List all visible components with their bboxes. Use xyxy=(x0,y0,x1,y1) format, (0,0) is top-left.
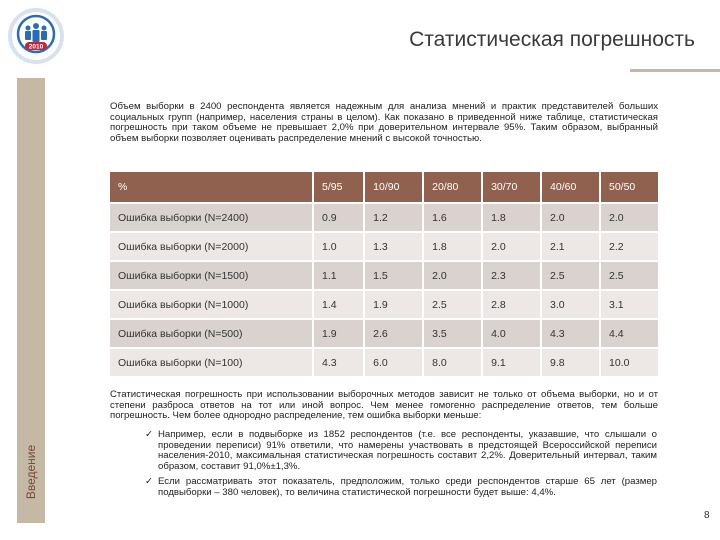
value-cell: 2.5 xyxy=(423,290,482,319)
checkmark-icon: ✓ xyxy=(145,429,154,440)
row-label-cell: Ошибка выборки (N=1000) xyxy=(110,290,313,319)
value-cell: 4.3 xyxy=(313,348,364,377)
value-cell: 4.3 xyxy=(541,319,600,348)
value-cell: 2.2 xyxy=(600,232,659,261)
header-cell: 40/60 xyxy=(541,172,600,203)
header-cell: 5/95 xyxy=(313,172,364,203)
value-cell: 1.9 xyxy=(364,290,423,319)
value-cell: 1.3 xyxy=(364,232,423,261)
value-cell: 10.0 xyxy=(600,348,659,377)
bullet-text: Если рассматривать этот показатель, предположим, только среди респондентов старше 65 лет (размер подвыборки – 380 человек), то величина статистической погрешности будет выше: 4,4%. xyxy=(158,476,657,498)
row-label-cell: Ошибка выборки (N=1500) xyxy=(110,261,313,290)
title-divider xyxy=(630,69,720,72)
row-label-cell: Ошибка выборки (N=2000) xyxy=(110,232,313,261)
value-cell: 2.0 xyxy=(600,203,659,232)
value-cell: 2.8 xyxy=(482,290,541,319)
row-label-cell: Ошибка выборки (N=100) xyxy=(110,348,313,377)
value-cell: 1.2 xyxy=(364,203,423,232)
header-cell: 10/90 xyxy=(364,172,423,203)
header-cell: 50/50 xyxy=(600,172,659,203)
value-cell: 3.1 xyxy=(600,290,659,319)
value-cell: 3.0 xyxy=(541,290,600,319)
svg-text:2010: 2010 xyxy=(28,43,44,51)
header-cell: 20/80 xyxy=(423,172,482,203)
value-cell: 2.0 xyxy=(423,261,482,290)
table-row xyxy=(110,232,659,261)
value-cell: 2.0 xyxy=(541,203,600,232)
row-label-cell: Ошибка выборки (N=2400) xyxy=(110,203,313,232)
value-cell: 1.8 xyxy=(482,203,541,232)
second-paragraph: Статистическая погрешность при использовании выборочных методов зависит не только от объема выборки, но и от степени разброса ответов на тот или иной вопрос. Чем менее гомогенно распределение ответов, тем больше погрешность. Чем более однородно распределение, тем ошибка выборки меньше: xyxy=(110,389,658,422)
value-cell: 1.1 xyxy=(313,261,364,290)
table-row xyxy=(110,319,659,348)
slide-title: Статистическая погрешность xyxy=(409,28,695,51)
header-cell: % xyxy=(110,172,313,203)
sampling-error-table xyxy=(110,172,660,378)
bullet-text: Например, если в подвыборке из 1852 респондентов (т.е. все респонденты, указавшие, что слышали о проведении переписи) 91% ответили, что намерены участвовать в предстоящей Всероссийской переписи населения-2010, максимальная статистическая погрешность составит 2,2%. Доверительный интервал, таким образом, составит 91,0%±1,3%. xyxy=(158,429,657,472)
table-header-row xyxy=(110,172,659,203)
value-cell: 2.1 xyxy=(541,232,600,261)
value-cell: 1.0 xyxy=(313,232,364,261)
value-cell: 1.5 xyxy=(364,261,423,290)
checkmark-icon: ✓ xyxy=(145,476,154,488)
value-cell: 2.6 xyxy=(364,319,423,348)
table-row xyxy=(110,290,659,319)
list-item xyxy=(145,430,657,472)
table-row xyxy=(110,261,659,290)
table-row xyxy=(110,203,659,232)
value-cell: 2.5 xyxy=(541,261,600,290)
value-cell: 8.0 xyxy=(423,348,482,377)
value-cell: 1.4 xyxy=(313,290,364,319)
value-cell: 4.0 xyxy=(482,319,541,348)
section-label: Введение xyxy=(24,444,38,500)
value-cell: 0.9 xyxy=(313,203,364,232)
value-cell: 9.8 xyxy=(541,348,600,377)
page-number: 8 xyxy=(704,510,710,521)
row-label-cell: Ошибка выборки (N=500) xyxy=(110,319,313,348)
value-cell: 4.4 xyxy=(600,319,659,348)
table-row xyxy=(110,348,659,377)
value-cell: 1.6 xyxy=(423,203,482,232)
value-cell: 2.3 xyxy=(482,261,541,290)
value-cell: 9.1 xyxy=(482,348,541,377)
value-cell: 1.9 xyxy=(313,319,364,348)
value-cell: 3.5 xyxy=(423,319,482,348)
value-cell: 1.8 xyxy=(423,232,482,261)
bullet-list xyxy=(145,430,657,504)
header-cell: 30/70 xyxy=(482,172,541,203)
census-2010-logo xyxy=(8,8,64,64)
intro-paragraph: Объем выборки в 2400 респондента является надежным для анализа мнений и практик представителей больших социальных групп (например, населения страны в целом). Как показано в приведенной ниже таблице, статистическая погрешность при таком объеме не превышает 2,0% при доверительном интервале 95%. Таким образом, выбранный объем выборки позволяет оценивать распределение мнений с высокой точностью. xyxy=(110,101,658,144)
value-cell: 2.0 xyxy=(482,232,541,261)
list-item xyxy=(145,477,657,498)
value-cell: 2.5 xyxy=(600,261,659,290)
value-cell: 6.0 xyxy=(364,348,423,377)
